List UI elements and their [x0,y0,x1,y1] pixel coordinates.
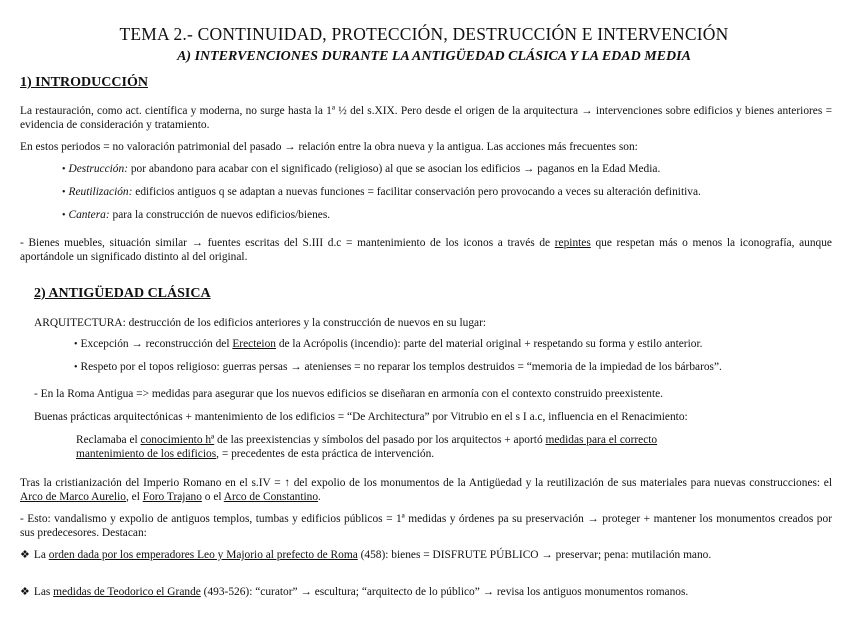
term-erecteion: Erecteion [232,338,276,350]
term-repintes: repintes [554,237,591,249]
paragraph-cristianizacion: Tras la cristianización del Imperio Romano en el s.IV = ↑ del expolio de los monumentos de la Antigüedad y la reutilización de sus materiales para nuevas construcciones: el Arco de Marco Aurelio, el Foro Trajano o el Arco de Constantino. [20,477,832,503]
diamond-bullet-icon: ❖ [20,586,30,598]
bullet-text: edificios antiguos q se adaptan a nuevas funciones = facilitar conservación pero provocando a veces su alteración definitiva. [132,186,701,198]
term-medidas-teodorico: medidas de Teodorico el Grande [53,586,201,598]
page-title: TEMA 2.- CONTINUIDAD, PROTECCIÓN, DESTRUCCIÓN E INTERVENCIÓN [119,24,729,44]
paragraph-roma: - En la Roma Antigua => medidas para asegurar que los nuevos edificios se diseñaran en armonía con el contexto construido preexistente. [34,388,664,400]
section-heading-antiguedad: 2) ANTIGÜEDAD CLÁSICA [34,286,211,301]
paragraph-bienes-muebles: - Bienes muebles, situación similar → fuentes escritas del S.III d.c = mantenimiento de los iconos a través de repintes que respetan más o menos la iconografía, aunque aportándole un significado distinto al del original. [20,237,832,263]
bullet-cantera [62,208,832,223]
diamond-item-orden: ❖ La orden dada por los emperadores Leo y Majorio al prefecto de Roma (458): bienes = DISFRUTE PÚBLICO → preservar; pena: mutilación mano. [20,549,712,561]
paragraph-arquitectura: ARQUITECTURA: destrucción de los edificios anteriores y la construcción de nuevos en su lugar: [34,317,487,329]
term-arco-marco-aurelio: Arco de Marco Aurelio [20,491,126,503]
bullet-marker: • [62,164,66,175]
paragraph-buenas-practicas: Buenas prácticas arquitectónicas + mantenimiento de los edificios = “De Architectura” por Vitrubio en el s I a.c, influencia en el Renacimiento: [34,411,688,423]
bullet-marker: • [74,362,78,373]
bullet-destruccion [62,162,832,177]
bullet-term: Reutilización: [68,186,133,198]
term-medidas: medidas para el correcto [545,434,658,446]
bullet-reutilizacion [62,185,832,200]
bullet-term: Destrucción: [68,163,128,175]
term-foro-trajano: Foro Trajano [142,491,202,503]
paragraph-restauracion: La restauración, como act. científica y moderna, no surge hasta la 1ª ½ del s.XIX. Pero desde el origen de la arquitectura → intervenciones sobre edificios y bienes anteriores = evidencia de consideración y tratamiento. [20,105,832,131]
page-subtitle: A) INTERVENCIONES DURANTE LA ANTIGÜEDAD CLÁSICA Y LA EDAD MEDIA [177,49,691,64]
paragraph-vandalismo: - Esto: vandalismo y expolio de antiguos templos, tumbas y edificios públicos = 1ª medidas y órdenes pa su preservación → proteger + mantener los monumentos creados por sus predecesores. Destacan: [20,513,832,539]
term-conocimiento: conocimiento hª [140,434,215,446]
bullet-excepcion: • Excepción → reconstrucción del Erecteion de la Acrópolis (incendio): parte del material original + respetando su forma y estilo anterior. [74,338,703,350]
bullet-text: para la construcción de nuevos edificios/bienes. [109,209,331,221]
term-mantenimiento: mantenimiento de los edificios [76,448,217,460]
diamond-item-teodorico: ❖ Las medidas de Teodorico el Grande (493-526): “curator” → escultura; “arquitecto de lo público” → revisa los antiguos monumentos romanos. [20,586,689,598]
paragraph-reclamaba: Reclamaba el conocimiento hª de las preexistencias y símbolos del pasado por los arquitectos + aportó medidas para el correcto mantenimiento de los edificios, = precedentes de esta práctica de intervención. [76,434,658,460]
diamond-bullet-icon: ❖ [20,549,30,561]
bullet-marker: • [62,187,66,198]
term-arco-constantino: Arco de Constantino [223,491,319,503]
paragraph-periodos: En estos periodos = no valoración patrimonial del pasado → relación entre la obra nueva y la antigua. Las acciones más frecuentes son: [20,141,638,153]
term-orden-emperadores: orden dada por los emperadores Leo y Majorio al prefecto de Roma [48,549,358,561]
bullet-respeto: • Respeto por el topos religioso: guerras persas → atenienses = no reparar los templos destruidos = “memoria de la impiedad de los bárbaros”. [74,361,722,373]
bullet-marker: • [62,210,66,221]
bullet-text: por abandono para acabar con el significado (religioso) al que se asocian los edificios → paganos en la Edad Media. [127,163,661,175]
section-heading-introduccion: 1) INTRODUCCIÓN [20,75,148,90]
bullet-marker: • [74,339,78,350]
bullet-term: Cantera: [68,209,110,221]
